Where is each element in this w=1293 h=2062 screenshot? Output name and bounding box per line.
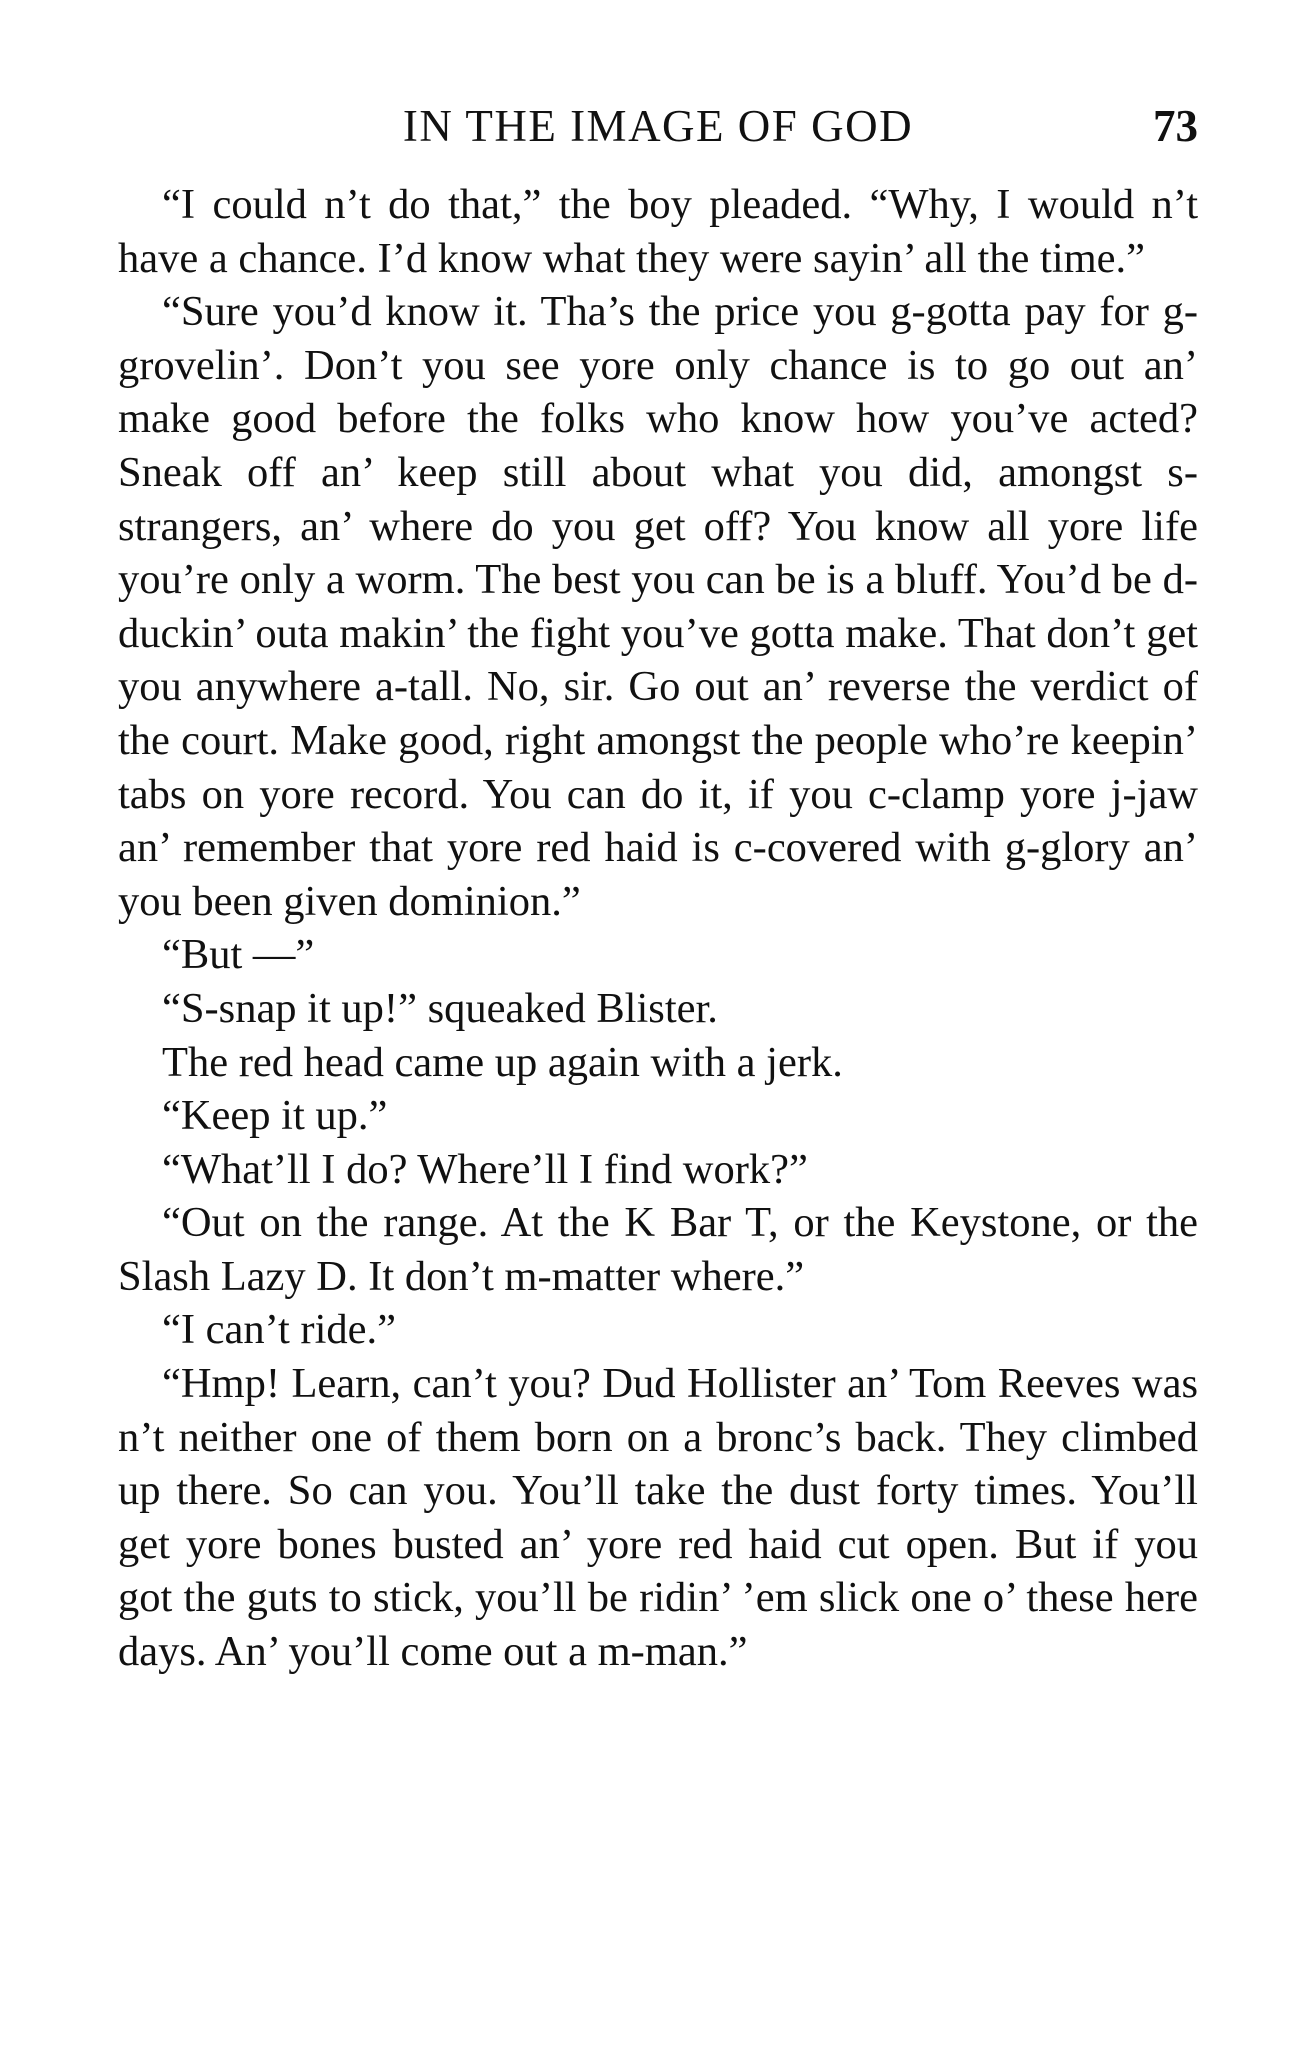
- paragraph: The red head came up again with a jerk.: [162, 1038, 843, 1086]
- body-text: [118, 178, 1198, 1679]
- paragraph: “Keep it up.”: [162, 1092, 388, 1140]
- running-head: IN THE IMAGE OF GOD: [402, 101, 914, 151]
- book-page: [118, 100, 1198, 1679]
- paragraph: “I can’t ride.”: [162, 1306, 396, 1354]
- paragraph: “Hmp! Learn, can’t you? Dud Hollister an’ Tom Reeves was n’t neither one of them born on a bronc’s back. They climbed up there. So can you. You’ll take the dust forty times. You’ll get yore bones busted an’ yore red haid cut open. But if you got the guts to stick, you’ll be ridin’ ’em slick one o’ these here days. An’ you’ll come out a m-man.”: [118, 1360, 1198, 1676]
- paragraph: “Out on the range. At the K Bar T, or the Keystone, or the Slash Lazy D. It don’t m-matter where.”: [118, 1199, 1198, 1300]
- paragraph: “I could n’t do that,” the boy pleaded. “Why, I would n’t have a chance. I’d know what they were sayin’ all the time.”: [118, 181, 1198, 282]
- paragraph: “S-snap it up!” squeaked Blister.: [162, 984, 718, 1032]
- page-header: [118, 100, 1198, 160]
- page-number: 73: [1153, 101, 1198, 151]
- paragraph: “What’ll I do? Where’ll I find work?”: [162, 1145, 808, 1193]
- paragraph: “Sure you’d know it. Tha’s the price you g-gotta pay for g-grovelin’. Don’t you see yore only chance is to go out an’ make good before the folks who know how you’ve acted? Sneak off an’ keep still about what you did, amongst s-strangers, an’ where do you get off? You know all yore life you’re only a worm. The best you can be is a bluff. You’d be d-duckin’ outa makin’ the fight you’ve gotta make. That don’t get you anywhere a-tall. No, sir. Go out an’ reverse the verdict of the court. Make good, right amongst the people who’re keepin’ tabs on yore record. You can do it, if you c-clamp yore j-jaw an’ remember that yore red haid is c-covered with g-glory an’ you been given dominion.”: [118, 288, 1198, 925]
- paragraph: “But —”: [162, 931, 315, 979]
